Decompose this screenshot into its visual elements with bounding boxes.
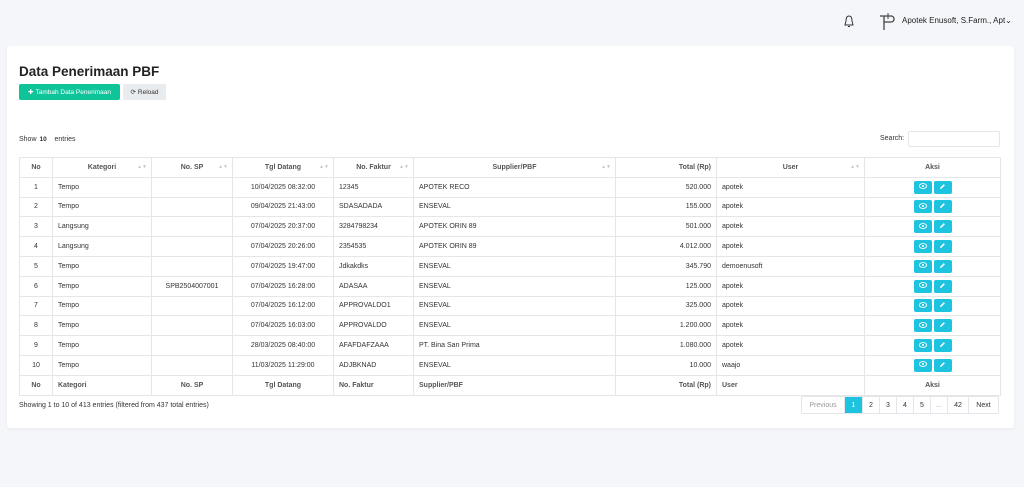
cell-supplier: ENSEVAL (414, 355, 616, 375)
cell-tgl-datang: 07/04/2025 16:03:00 (233, 316, 334, 336)
cell-supplier: PT. Bina San Prima (414, 336, 616, 356)
cell-aksi (865, 177, 1001, 197)
cell-user: apotek (717, 316, 865, 336)
view-button[interactable] (914, 260, 932, 273)
cell-supplier: ENSEVAL (414, 296, 616, 316)
cell-kategori: Langsung (53, 217, 152, 237)
col-total[interactable] (616, 158, 717, 178)
view-button[interactable] (914, 181, 932, 194)
cell-tgl-datang: 10/04/2025 08:32:00 (233, 177, 334, 197)
cell-no-sp (152, 197, 233, 217)
cell-user: apotek (717, 336, 865, 356)
eye-icon (919, 183, 927, 191)
cell-total: 4.012.000 (616, 237, 717, 257)
cell-total: 345.790 (616, 256, 717, 276)
cell-aksi (865, 296, 1001, 316)
cell-user: waajo (717, 355, 865, 375)
col-no-sp[interactable] (152, 158, 233, 178)
col-no[interactable] (20, 158, 53, 178)
sort-icon: ▲▼ (137, 164, 147, 170)
edit-button[interactable] (934, 359, 952, 372)
table-body (20, 177, 1001, 375)
cell-total: 1.200.000 (616, 316, 717, 336)
table-row (20, 237, 1001, 257)
view-button[interactable] (914, 240, 932, 253)
foot-tgl-datang: Tgl Datang (233, 375, 334, 395)
cell-no-sp (152, 256, 233, 276)
entries-select[interactable]: 10 (39, 136, 47, 143)
cell-tgl-datang: 28/03/2025 08:40:00 (233, 336, 334, 356)
cell-supplier: APOTEK ORIN 89 (414, 237, 616, 257)
chevron-down-icon: ⌄ (1005, 16, 1012, 25)
cell-aksi (865, 276, 1001, 296)
page-ellipsis: ... (930, 397, 947, 413)
plus-icon: ✚ (28, 89, 34, 96)
edit-button[interactable] (934, 299, 952, 312)
cell-no: 4 (20, 237, 53, 257)
cell-total: 125.000 (616, 276, 717, 296)
cell-total: 501.000 (616, 217, 717, 237)
cell-kategori: Tempo (53, 177, 152, 197)
refresh-icon: ⟳ (130, 89, 136, 96)
page-next[interactable]: Next (968, 397, 998, 413)
pencil-icon (939, 262, 946, 271)
view-button[interactable] (914, 200, 932, 213)
col-kategori-label: Kategori (87, 163, 117, 171)
foot-no: No (20, 375, 53, 395)
col-aksi (865, 158, 1001, 178)
entries-label: entries (54, 136, 76, 143)
page-title: Data Penerimaan PBF (19, 64, 160, 79)
cell-kategori: Tempo (53, 355, 152, 375)
pharmacy-logo-icon (879, 12, 897, 32)
cell-aksi (865, 256, 1001, 276)
eye-icon (919, 223, 927, 231)
cell-no-sp (152, 237, 233, 257)
cell-no: 9 (20, 336, 53, 356)
eye-icon (919, 243, 927, 251)
search-input[interactable] (908, 131, 1000, 147)
cell-user: demoenusoft (717, 256, 865, 276)
foot-supplier: Supplier/PBF (414, 375, 616, 395)
eye-icon (919, 361, 927, 369)
cell-no-faktur: APPROVALDO1 (334, 296, 414, 316)
cell-aksi (865, 316, 1001, 336)
cell-total: 155.000 (616, 197, 717, 217)
cell-no: 6 (20, 276, 53, 296)
table-row (20, 177, 1001, 197)
cell-no-sp (152, 296, 233, 316)
show-label: Show (19, 136, 37, 143)
cell-total: 520.000 (616, 177, 717, 197)
cell-no-faktur: APPROVALDO (334, 316, 414, 336)
page-previous[interactable]: Previous (802, 397, 844, 413)
cell-no: 2 (20, 197, 53, 217)
sort-icon: ▲▼ (218, 164, 228, 170)
cell-kategori: Tempo (53, 256, 152, 276)
cell-tgl-datang: 07/04/2025 19:47:00 (233, 256, 334, 276)
col-user[interactable] (717, 158, 865, 178)
page-1[interactable]: 1 (844, 397, 862, 413)
cell-no-sp (152, 177, 233, 197)
col-tgl-datang[interactable] (233, 158, 334, 178)
eye-icon (919, 322, 927, 330)
user-menu[interactable] (902, 16, 1012, 25)
view-button[interactable] (914, 339, 932, 352)
cell-aksi (865, 336, 1001, 356)
reload-label: Reload (137, 88, 159, 96)
cell-supplier: ENSEVAL (414, 256, 616, 276)
pencil-icon (939, 341, 946, 350)
cell-no: 1 (20, 177, 53, 197)
table-row (20, 355, 1001, 375)
cell-tgl-datang: 07/04/2025 20:37:00 (233, 217, 334, 237)
cell-kategori: Tempo (53, 336, 152, 356)
cell-user: apotek (717, 197, 865, 217)
edit-button[interactable] (934, 240, 952, 253)
pencil-icon (939, 183, 946, 192)
table-footer (20, 375, 1001, 395)
table-row (20, 336, 1001, 356)
cell-supplier: APOTEK RECO (414, 177, 616, 197)
cell-user: apotek (717, 177, 865, 197)
page-3[interactable]: 3 (879, 397, 896, 413)
foot-no-sp: No. SP (152, 375, 233, 395)
reload-button[interactable] (123, 84, 166, 100)
cell-no-faktur: SDASADADA (334, 197, 414, 217)
edit-button[interactable] (934, 339, 952, 352)
pencil-icon (939, 321, 946, 330)
cell-kategori: Langsung (53, 237, 152, 257)
cell-supplier: ENSEVAL (414, 197, 616, 217)
bell-icon[interactable] (843, 15, 855, 28)
page-42[interactable]: 42 (947, 397, 968, 413)
edit-button[interactable] (934, 319, 952, 332)
table-row (20, 197, 1001, 217)
table-header (20, 158, 1001, 178)
sort-icon: ▲▼ (601, 164, 611, 170)
cell-tgl-datang: 07/04/2025 16:28:00 (233, 276, 334, 296)
cell-total: 10.000 (616, 355, 717, 375)
view-button[interactable] (914, 299, 932, 312)
col-no-faktur-label: No. Faktur (356, 163, 391, 171)
pagination (801, 396, 999, 414)
receipt-table (19, 157, 1001, 396)
foot-aksi: Aksi (865, 375, 1001, 395)
cell-no-faktur: AFAFDAFZAAA (334, 336, 414, 356)
col-no-sp-label: No. SP (180, 163, 204, 171)
foot-no-faktur: No. Faktur (334, 375, 414, 395)
col-total-label: Total (Rp) (678, 163, 711, 171)
table-row (20, 217, 1001, 237)
cell-tgl-datang: 11/03/2025 11:29:00 (233, 355, 334, 375)
add-receipt-label: Tambah Data Penerimaan (35, 88, 111, 96)
cell-supplier: APOTEK ORIN 89 (414, 217, 616, 237)
edit-button[interactable] (934, 220, 952, 233)
eye-icon (919, 262, 927, 270)
cell-no-faktur: ADJBKNAD (334, 355, 414, 375)
cell-no-faktur: 12345 (334, 177, 414, 197)
cell-no: 7 (20, 296, 53, 316)
foot-user: User (717, 375, 865, 395)
cell-no-faktur: ADASAA (334, 276, 414, 296)
cell-aksi (865, 217, 1001, 237)
pencil-icon (939, 282, 946, 291)
cell-no: 10 (20, 355, 53, 375)
col-kategori[interactable] (53, 158, 152, 178)
cell-kategori: Tempo (53, 296, 152, 316)
cell-supplier: ENSEVAL (414, 316, 616, 336)
cell-no: 8 (20, 316, 53, 336)
cell-no-faktur: Jdkakdks (334, 256, 414, 276)
cell-aksi (865, 355, 1001, 375)
edit-button[interactable] (934, 200, 952, 213)
view-button[interactable] (914, 280, 932, 293)
cell-kategori: Tempo (53, 276, 152, 296)
eye-icon (919, 203, 927, 211)
edit-button[interactable] (934, 181, 952, 194)
col-user-label: User (782, 163, 799, 171)
cell-kategori: Tempo (53, 316, 152, 336)
cell-no-sp: SPB2504007001 (152, 276, 233, 296)
view-button[interactable] (914, 359, 932, 372)
cell-user: apotek (717, 276, 865, 296)
cell-supplier: ENSEVAL (414, 276, 616, 296)
col-supplier-label: Supplier/PBF (492, 163, 537, 171)
table-row (20, 316, 1001, 336)
col-supplier[interactable] (414, 158, 616, 178)
top-navbar (0, 0, 1024, 44)
page-4[interactable]: 4 (896, 397, 913, 413)
cell-no-sp (152, 217, 233, 237)
pencil-icon (939, 242, 946, 251)
length-control (19, 136, 76, 143)
view-button[interactable] (914, 220, 932, 233)
pencil-icon (939, 361, 946, 370)
cell-tgl-datang: 07/04/2025 20:26:00 (233, 237, 334, 257)
cell-tgl-datang: 07/04/2025 16:12:00 (233, 296, 334, 316)
cell-user: apotek (717, 296, 865, 316)
table-row (20, 256, 1001, 276)
page-5[interactable]: 5 (913, 397, 930, 413)
pencil-icon (939, 222, 946, 231)
cell-no-sp (152, 336, 233, 356)
cell-aksi (865, 237, 1001, 257)
search-label: Search: (880, 135, 905, 142)
cell-user: apotek (717, 237, 865, 257)
view-button[interactable] (914, 319, 932, 332)
eye-icon (919, 342, 927, 350)
eye-icon (919, 282, 927, 290)
foot-total: Total (Rp) (616, 375, 717, 395)
table-row (20, 296, 1001, 316)
page-2[interactable]: 2 (862, 397, 879, 413)
table-row (20, 276, 1001, 296)
sort-icon: ▲▼ (850, 164, 860, 170)
sort-icon: ▲▼ (399, 164, 409, 170)
cell-aksi (865, 197, 1001, 217)
col-no-label: No (31, 163, 41, 171)
col-aksi-label: Aksi (925, 163, 940, 171)
cell-no-faktur: 3284798234 (334, 217, 414, 237)
eye-icon (919, 302, 927, 310)
cell-total: 1.080.000 (616, 336, 717, 356)
col-tgl-datang-label: Tgl Datang (264, 163, 302, 171)
col-no-faktur[interactable] (334, 158, 414, 178)
cell-tgl-datang: 09/04/2025 21:43:00 (233, 197, 334, 217)
edit-button[interactable] (934, 260, 952, 273)
cell-total: 325.000 (616, 296, 717, 316)
cell-no-sp (152, 316, 233, 336)
cell-no-faktur: 2354535 (334, 237, 414, 257)
sort-icon: ▲▼ (319, 164, 329, 170)
foot-kategori: Kategori (53, 375, 152, 395)
cell-user: apotek (717, 217, 865, 237)
cell-no: 3 (20, 217, 53, 237)
pencil-icon (939, 202, 946, 211)
pencil-icon (939, 301, 946, 310)
add-receipt-button[interactable] (19, 84, 120, 100)
cell-no: 5 (20, 256, 53, 276)
cell-no-sp (152, 355, 233, 375)
table-info: Showing 1 to 10 of 413 entries (filtered from 437 total entries) (19, 402, 209, 409)
user-name: Apotek Enusoft, S.Farm., Apt (902, 16, 1006, 25)
edit-button[interactable] (934, 280, 952, 293)
cell-kategori: Tempo (53, 197, 152, 217)
